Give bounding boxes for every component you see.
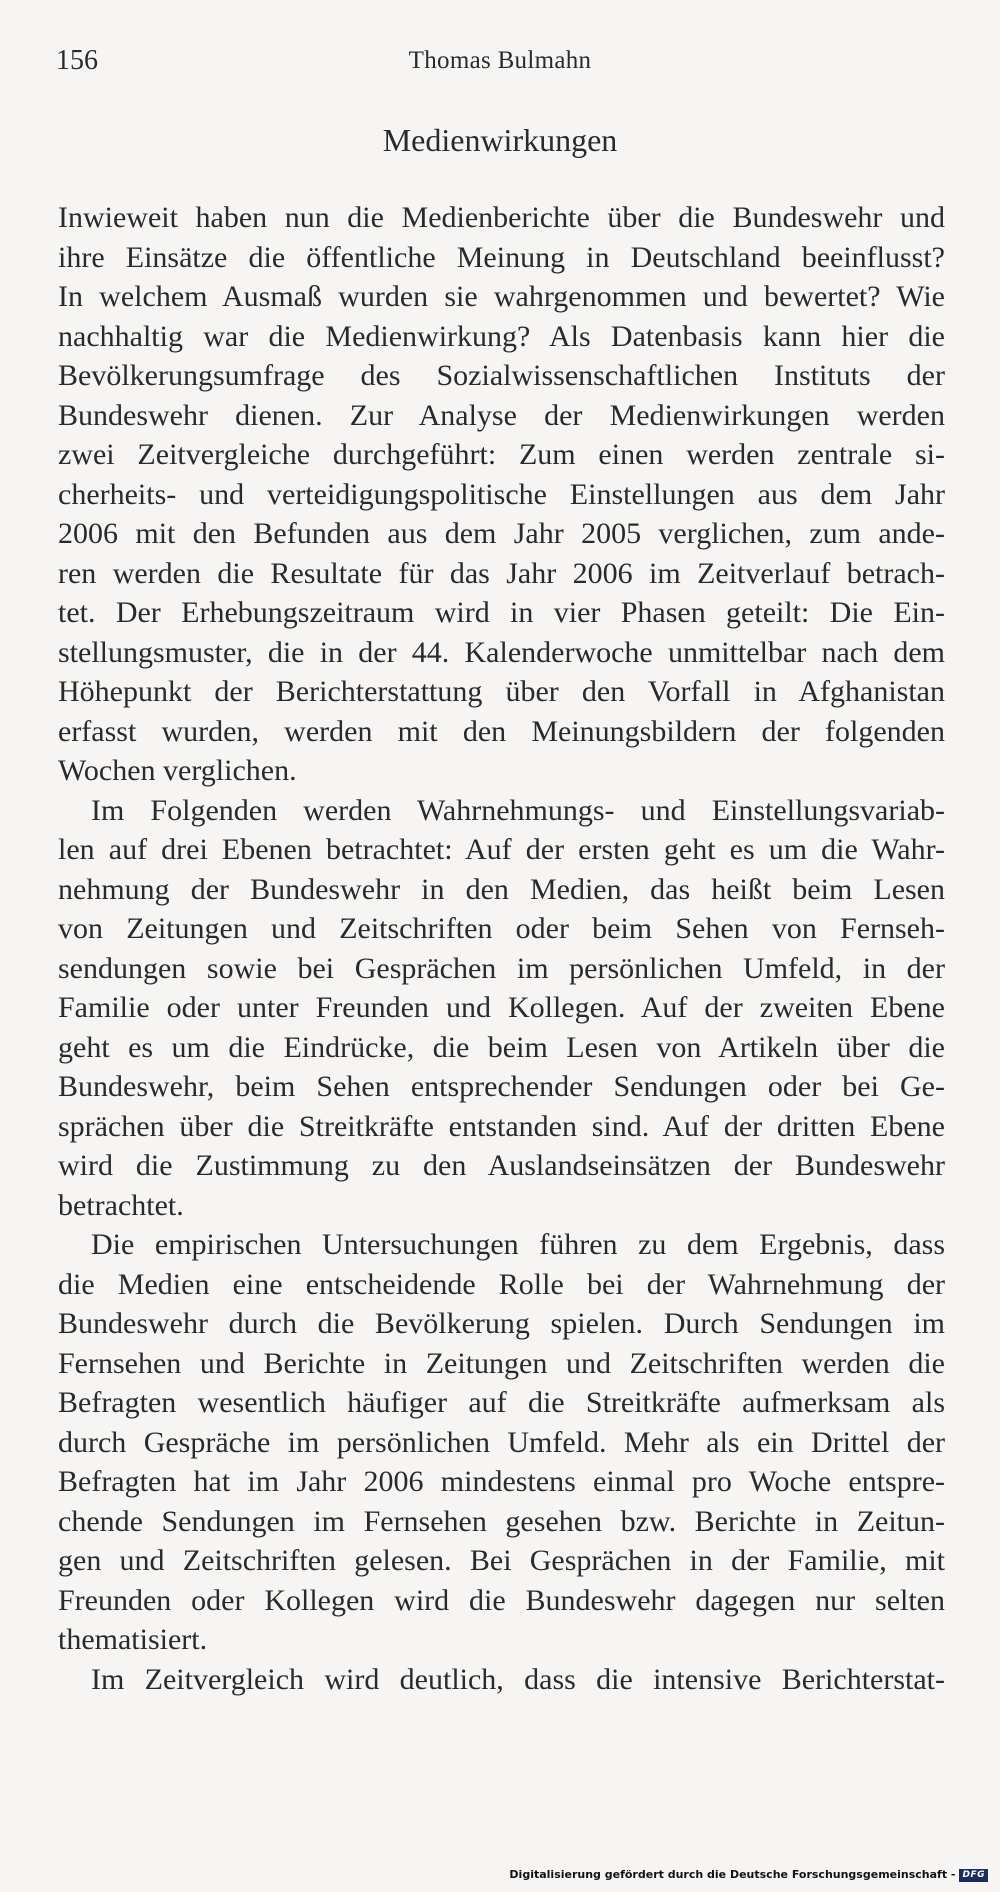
running-head: Thomas Bulmahn xyxy=(408,47,592,74)
text-line: Die empirischen Untersuchungen führen zu dem Ergebnis, dass xyxy=(91,1228,945,1261)
paragraph-2 xyxy=(58,791,945,1226)
paragraph-3 xyxy=(58,1225,945,1660)
text-line: stellungsmuster, die in der 44. Kalenderwoche unmittelbar nach dem xyxy=(58,635,945,669)
text-line: Bundeswehr durch die Bevölkerung spielen. Durch Sendungen im xyxy=(58,1307,945,1340)
text-line: ihre Einsätze die öffentliche Meinung in Deutschland beeinflusst? xyxy=(58,240,945,274)
text-line: nachhaltig war die Medienwirkung? Als Datenbasis kann hier die xyxy=(58,319,945,353)
text-line: betrachtet. xyxy=(58,1188,184,1222)
text-line: thematisiert. xyxy=(58,1623,208,1656)
text-line: durch Gespräche im persönlichen Umfeld. Mehr als ein Drittel der xyxy=(58,1425,945,1459)
text-line: tet. Der Erhebungszeitraum wird in vier Phasen geteilt: Die Ein- xyxy=(58,596,945,629)
text-line: wird die Zustimmung zu den Auslandseinsätzen der Bundeswehr xyxy=(58,1149,945,1182)
text-line: Inwieweit haben nun die Medienberichte über die Bundeswehr und xyxy=(58,201,945,234)
dfg-logo-icon: DFG xyxy=(959,1869,988,1882)
text-line: erfasst wurden, werden mit den Meinungsbildern der folgenden xyxy=(58,714,945,748)
text-line: Fernsehen und Berichte in Zeitungen und Zeitschriften werden die xyxy=(58,1346,945,1380)
text-line: gen und Zeitschriften gelesen. Bei Gesprächen in der Familie, mit xyxy=(58,1544,945,1577)
text-line: nehmung der Bundeswehr in den Medien, das heißt beim Lesen xyxy=(58,872,945,906)
text-line: len auf drei Ebenen betrachtet: Auf der ersten geht es um die Wahr- xyxy=(58,833,945,866)
text-line: Familie oder unter Freunden und Kollegen. Auf der zweiten Ebene xyxy=(58,991,945,1024)
text-line: Bevölkerungsumfrage des Sozialwissenschaftlichen Instituts der xyxy=(58,359,945,392)
text-line: von Zeitungen und Zeitschriften oder beim Sehen von Fernseh- xyxy=(58,912,945,945)
text-line: Im Folgenden werden Wahrnehmungs- und Einstellungsvariab- xyxy=(91,793,945,827)
text-line: ren werden die Resultate für das Jahr 2006 im Zeitverlauf betrach- xyxy=(58,556,945,590)
section-heading: Medienwirkungen xyxy=(382,122,618,158)
paragraph-4 xyxy=(58,1660,945,1700)
page-number: 156 xyxy=(56,45,98,76)
text-line: Wochen verglichen. xyxy=(58,754,297,787)
text-line: Höhepunkt der Berichterstattung über den Vorfall in Afghanistan xyxy=(58,675,945,708)
text-line: Befragten wesentlich häufiger auf die Streitkräfte aufmerksam als xyxy=(58,1386,945,1419)
text-line: Befragten hat im Jahr 2006 mindestens einmal pro Woche entspre- xyxy=(58,1465,945,1498)
text-line: Bundeswehr, beim Sehen entsprechender Sendungen oder bei Ge- xyxy=(58,1070,945,1103)
text-line: die Medien eine entscheidende Rolle bei der Wahrnehmung der xyxy=(58,1267,945,1301)
text-line: sprächen über die Streitkräfte entstanden sind. Auf der dritten Ebene xyxy=(58,1109,945,1143)
body-text xyxy=(58,198,945,1699)
text-line: chende Sendungen im Fernsehen gesehen bzw. Berichte in Zeitun- xyxy=(58,1504,945,1538)
text-line: Im Zeitvergleich wird deutlich, dass die intensive Berichterstat- xyxy=(91,1662,945,1696)
funding-footer xyxy=(509,1868,988,1882)
text-line: zwei Zeitvergleiche durchgeführt: Zum einen werden zentrale si- xyxy=(58,438,945,471)
paragraph-1 xyxy=(58,198,945,791)
text-line: cherheits- und verteidigungspolitische Einstellungen aus dem Jahr xyxy=(58,477,945,511)
text-line: In welchem Ausmaß wurden sie wahrgenommen und bewertet? Wie xyxy=(58,280,945,313)
text-line: sendungen sowie bei Gesprächen im persönlichen Umfeld, in der xyxy=(58,951,945,985)
funding-note: Digitalisierung gefördert durch die Deutsche Forschungsgemeinschaft - xyxy=(509,1868,956,1881)
text-line: Freunden oder Kollegen wird die Bundeswehr dagegen nur selten xyxy=(58,1583,945,1617)
text-line: 2006 mit den Befunden aus dem Jahr 2005 verglichen, zum ande- xyxy=(58,517,945,550)
text-line: Bundeswehr dienen. Zur Analyse der Medienwirkungen werden xyxy=(58,398,945,432)
text-line: geht es um die Eindrücke, die beim Lesen von Artikeln über die xyxy=(58,1030,945,1064)
